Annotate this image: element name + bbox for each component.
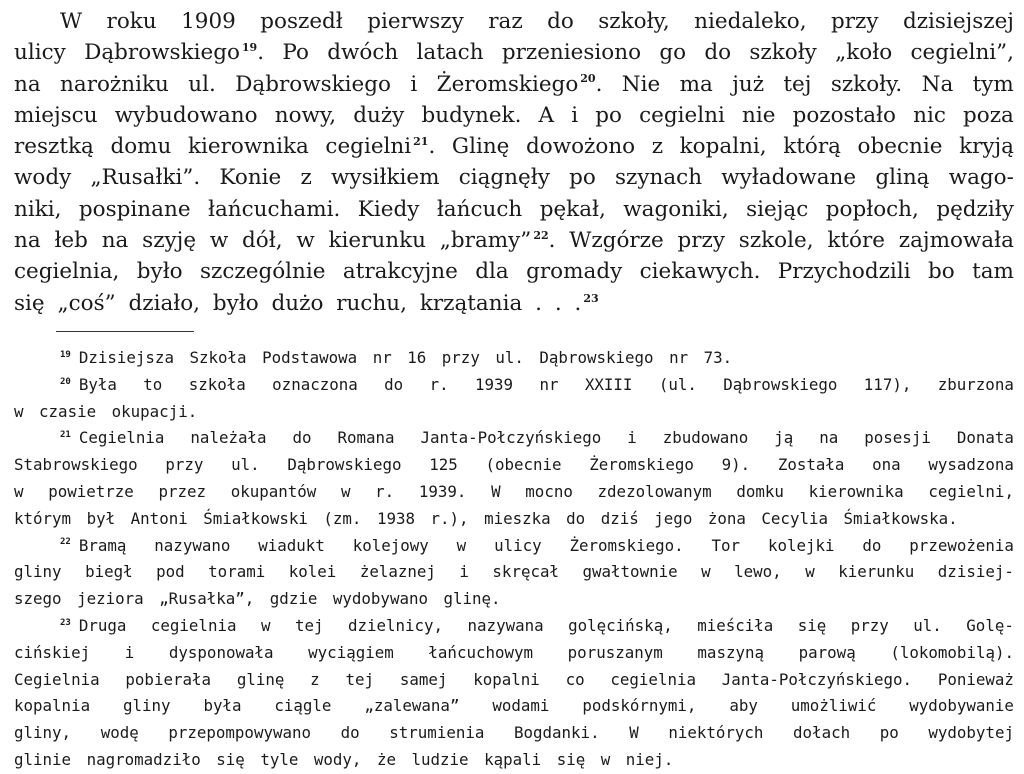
text-line: W roku 1909 poszedł pierwszy raz do szkoły, niedaleko, przy dzisiejszej (60, 9, 1014, 34)
footnote-23: $^{23}$ Druga cegielnia w tej dzielnicy, nazywana golęcińską, mieściła się przy ul. Golę- (60, 615, 1014, 635)
text-line: niki, pospinane łańcuchami. Kiedy łańcuch pękał, wagoniki, siejąc popłoch, pędziły (14, 196, 1014, 222)
footnote-line: w czasie okupacji. (14, 401, 198, 421)
footnote-line: Cegielnia pobierała glinę z tej samej kopalni co cegielnia Janta-Połczyńskiego. Ponieważ (14, 669, 1014, 689)
text-line: miejscu wybudowano nowy, duży budynek. A i po cegielni nie pozostało nic poza (14, 102, 1014, 128)
footnote-line: Stabrowskiego przy ul. Dąbrowskiego 125 (obecnie Żeromskiego 9). Została ona wysadzona (14, 455, 1014, 475)
footnote-line: w powietrze przez okupantów w r. 1939. W mocno zdezolowanym domku kierownika cegielni, (14, 481, 1014, 501)
footnote-line: gliny biegł pod torami kolei żelaznej i skręcał gwałtownie w lewo, w kierunku dzisiej- (14, 562, 1014, 582)
text-line: się „coś” działo, było dużo ruchu, krzątania . . . $^{23}$ (14, 290, 599, 316)
footnote-19: $^{19}$ Dzisiejsza Szkoła Podstawowa nr 16 przy ul. Dąbrowskiego nr 73. (60, 348, 733, 367)
footnote-21: $^{21}$ Cegielnia należała do Romana Janta-Połczyńskiego i zbudowano ją na posesji Donata (60, 428, 1014, 448)
footnote-ref: 22 (533, 228, 549, 242)
footnote-number: 23 (60, 617, 71, 628)
footnote-20: $^{20}$ Była to szkoła oznaczona do r. 1939 nr XXIII (ul. Dąbrowskiego 117), zburzona (60, 374, 1014, 394)
footnote-line: glinie nagromadziło się tyle wody, że ludzie kąpali się w niej. (14, 749, 674, 769)
footnote-line: gliny, wodę przepompowywano do strumienia Bogdanki. W niektórych dołach po wydobytej (14, 723, 1014, 743)
footnote-ref: 21 (413, 135, 429, 149)
text-line: ulicy Dąbrowskiego $^{19}$. Po dwóch latach przeniesiono go do szkoły „koło cegielni”, (14, 40, 1014, 66)
footnote-ref: 20 (580, 72, 596, 86)
main-text (14, 6, 1014, 319)
footnote-22: $^{22}$ Bramą nazywano wiadukt kolejowy w ulicy Żeromskiego. Tor kolejki do przewożenia (60, 535, 1014, 555)
footnote-ref: 19 (241, 41, 258, 55)
footnote-line: szego jeziora „Rusałka”, gdzie wydobywano glinę. (14, 589, 501, 609)
footnote-number: 21 (60, 430, 71, 441)
footnote-number: 22 (60, 537, 71, 548)
text-line: resztką domu kierownika cegielni $^{21}$. Glinę dowożono z kopalni, którą obecnie kryją (14, 134, 1014, 160)
footnote-divider (56, 331, 194, 332)
text-line: cegielnia, było szczególnie atrakcyjne dla gromady ciekawych. Przychodzili bo tam (14, 259, 1014, 285)
footnote-line: kopalnia gliny była ciągle „zalewana” wodami podskórnymi, aby umożliwić wydobywanie (14, 696, 1014, 716)
footnote-number: 20 (60, 376, 71, 387)
text-line: na narożniku ul. Dąbrowskiego i Żeromskiego $^{20}$. Nie ma już tej szkoły. Na tym (14, 71, 1014, 97)
text-line: wody „Rusałki”. Konie z wysiłkiem ciągnęły po szynach wyładowane gliną wago- (14, 165, 1014, 191)
text-line: na łeb na szyję w dół, w kierunku „bramy” $^{22}$. Wzgórze przy szkole, które zajmowała (14, 228, 1014, 254)
footnote-line: cińskiej i dysponowała wyciągiem łańcuchowym poruszanym maszyną parową (lokomobilą). (14, 642, 1014, 662)
footnote-line: którym był Antoni Śmiałkowski (zm. 1938 r.), mieszka do dziś jego żona Cecylia Śmiałkowska. (14, 508, 958, 528)
footnotes (14, 345, 1014, 774)
footnote-ref: 23 (583, 291, 599, 305)
footnote-number: 19 (60, 349, 71, 360)
